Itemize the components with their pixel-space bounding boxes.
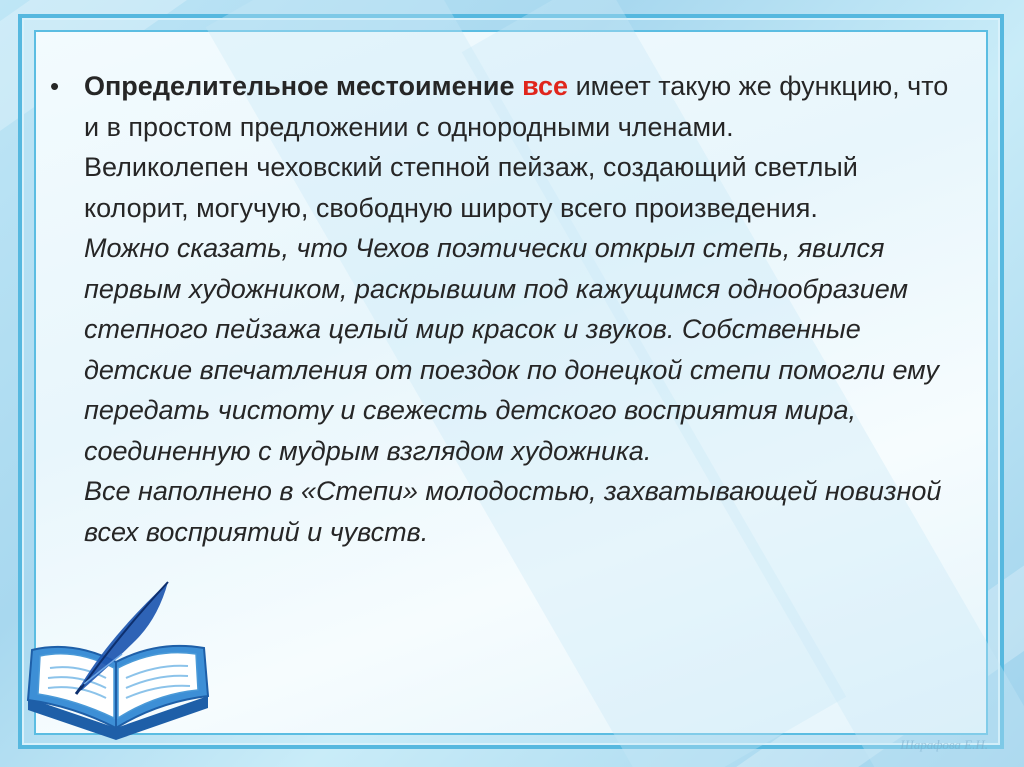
open-book-with-quill-icon <box>18 578 218 750</box>
bullet-marker: • <box>50 71 60 101</box>
intro-paragraph <box>84 66 960 147</box>
intro-bold-text: Определительное местоимение <box>84 71 515 101</box>
author-watermark: Шарафова Е.Н. <box>900 737 988 752</box>
example-italic-paragraph-2: Все наполнено в «Степи» молодостью, захватывающей новизной всех восприятий и чувств. <box>84 476 942 547</box>
bullet-item <box>50 66 960 552</box>
example-italic-paragraph-1: Можно сказать, что Чехов поэтически открыл степь, явился первым художником, раскрывшим под кажущимся однообразием степного пейзажа целый мир красок и звуков. Собственные детские впечатления от поездок по донецкой степи помогли ему передать чистоту и свежесть детского восприятия мира, соединенную с мудрым взглядом художника. <box>84 233 939 466</box>
highlighted-word: все <box>522 71 569 101</box>
example-plain-paragraph: Великолепен чеховский степной пейзаж, создающий светлый колорит, могучую, свободную широту всего произведения. <box>84 152 858 223</box>
intro-rest-text: имеет такую же функцию, что и в простом предложении с однородными членами. <box>84 71 949 142</box>
bullet-body <box>84 66 960 552</box>
slide-text <box>50 66 960 552</box>
